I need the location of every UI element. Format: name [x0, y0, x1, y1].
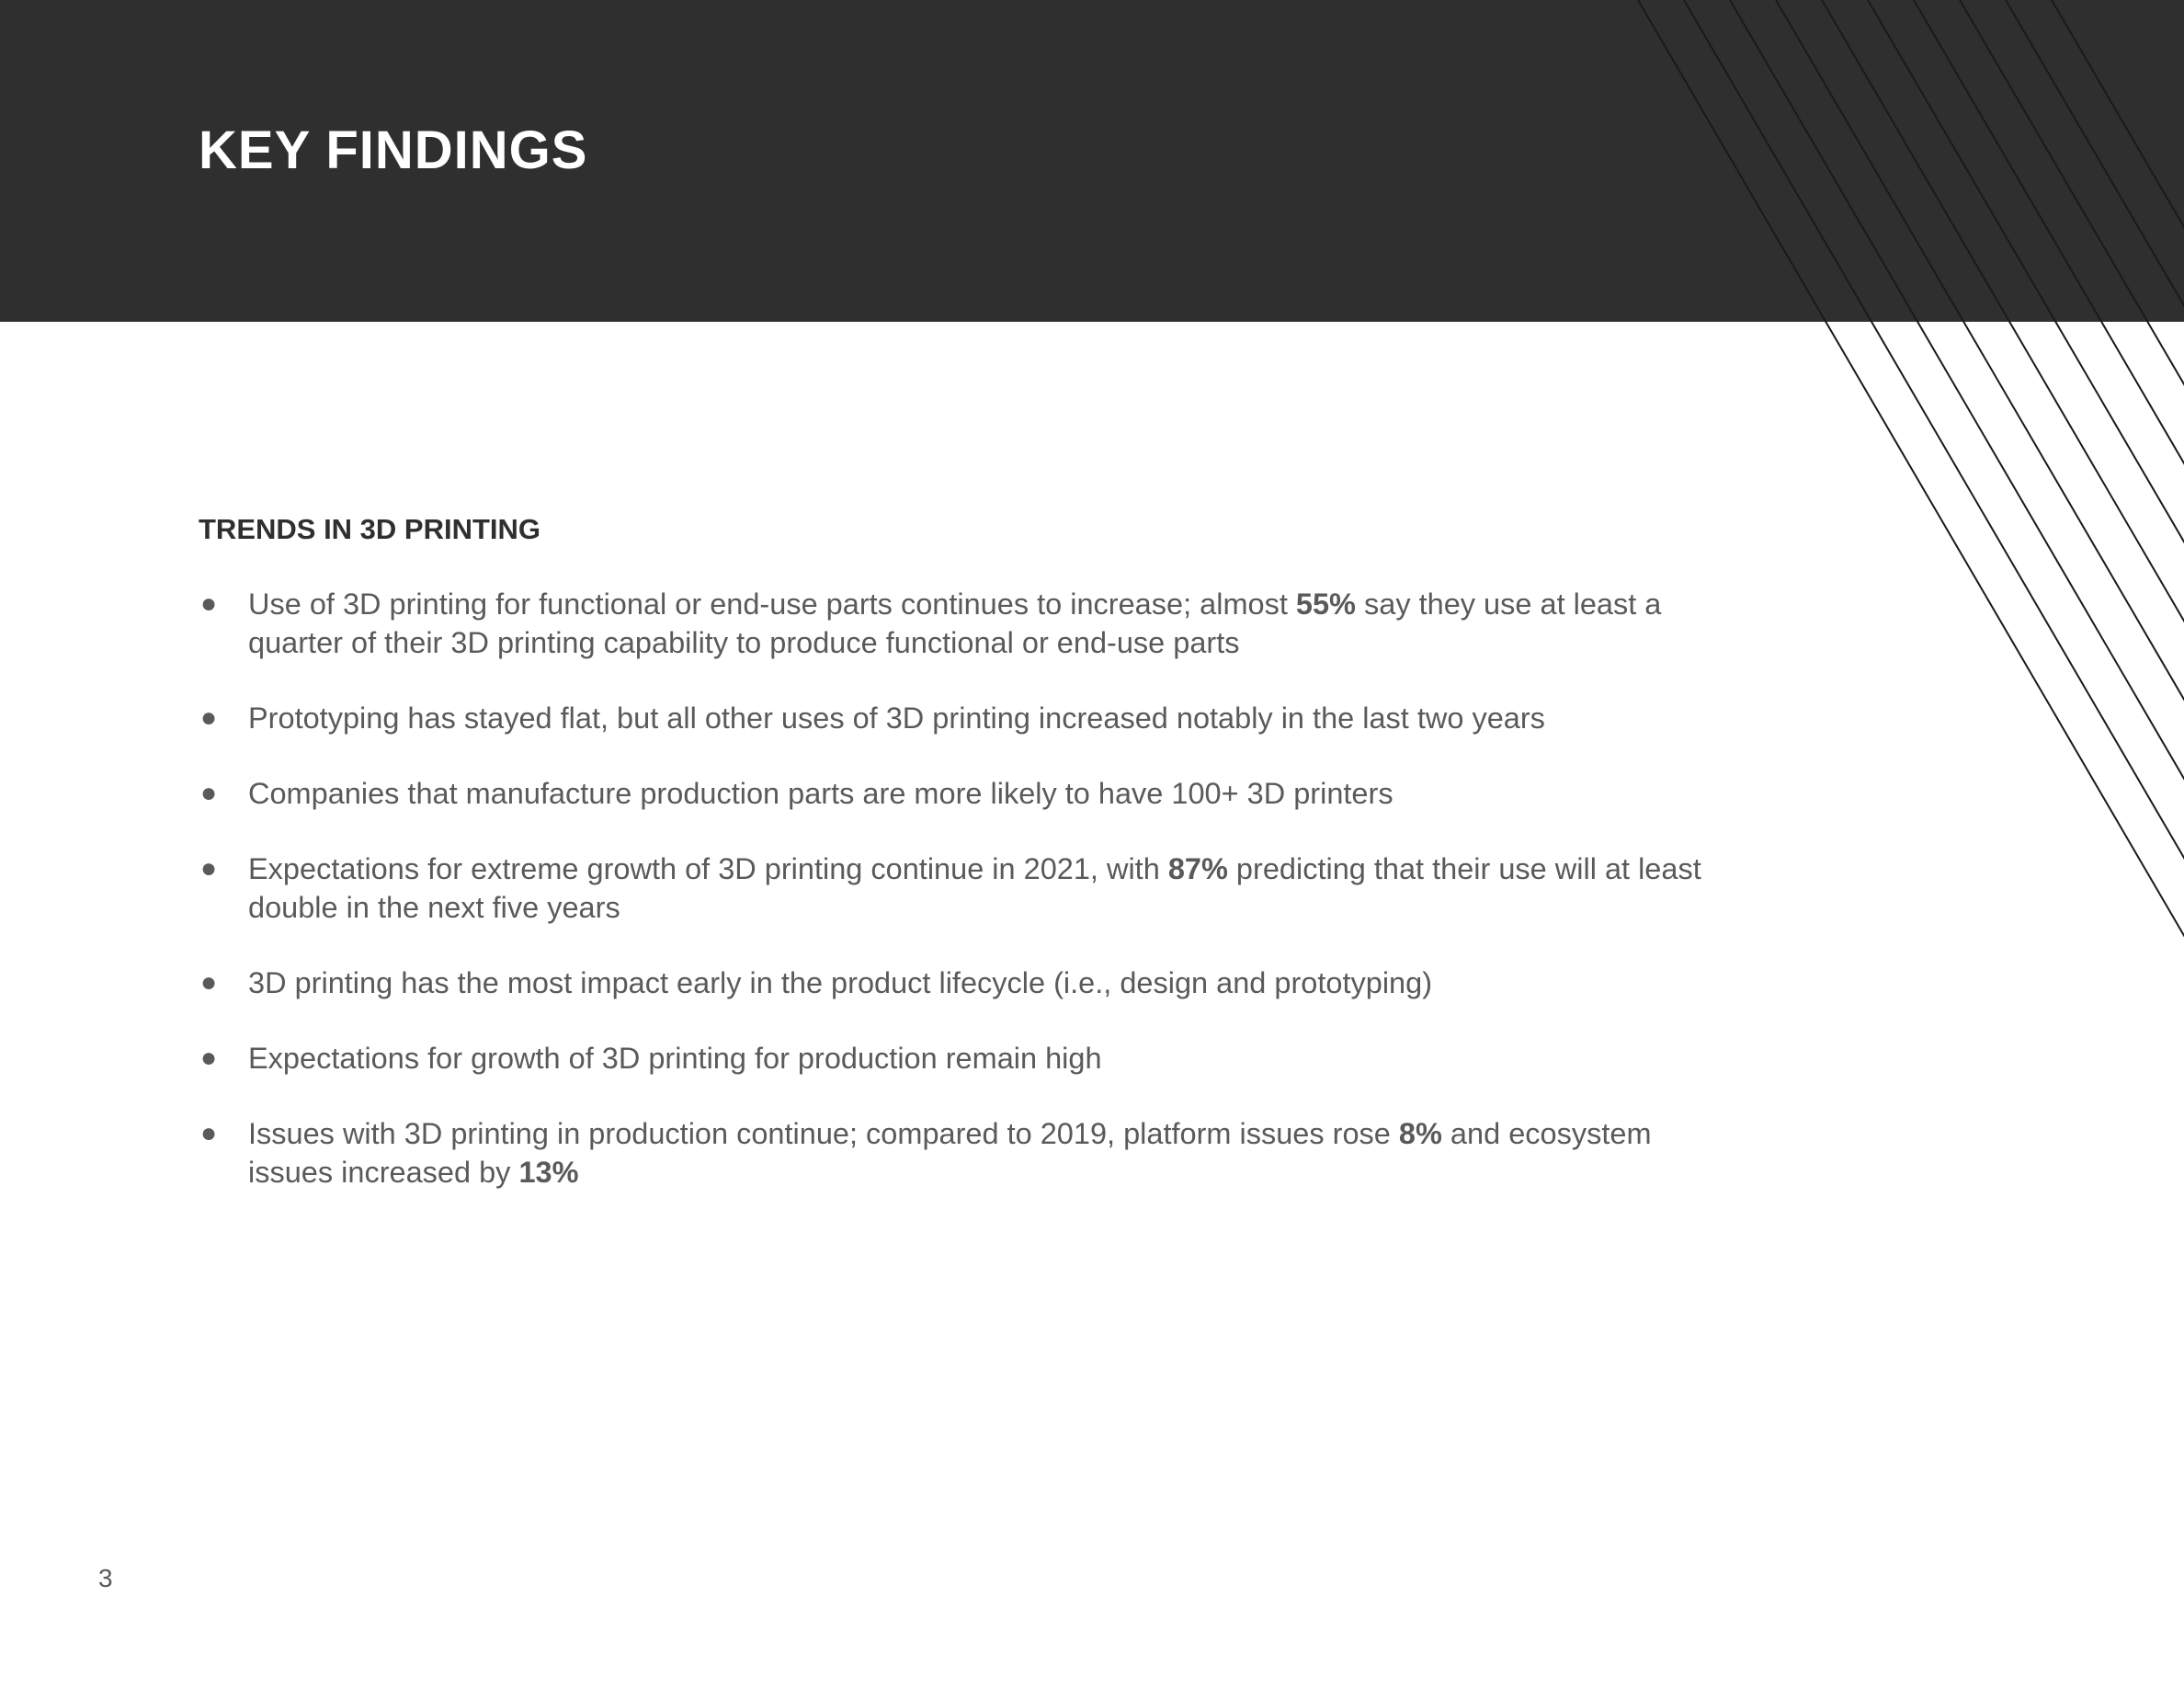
bullet-icon: ●	[200, 1043, 218, 1073]
finding-highlight: 55%	[1295, 587, 1356, 621]
finding-item	[199, 774, 1743, 813]
bullet-icon: ●	[200, 1118, 218, 1148]
bullet-icon: ●	[200, 778, 218, 808]
finding-item	[199, 850, 1743, 927]
finding-text: Companies that manufacture production parts are more likely to have 100+ 3D printers	[248, 777, 1393, 810]
finding-text: predicting that their use will at least double in the next five years	[248, 852, 1701, 924]
page-title: KEY FINDINGS	[199, 120, 588, 180]
finding-text: Issues with 3D printing in production continue; compared to 2019, platform issues rose	[248, 1117, 1399, 1150]
finding-highlight: 13%	[518, 1156, 579, 1189]
findings-list	[199, 585, 1743, 1228]
finding-item	[199, 1039, 1743, 1078]
finding-item	[199, 964, 1743, 1002]
bullet-icon: ●	[200, 702, 218, 733]
finding-text: 3D printing has the most impact early in the product lifecycle (i.e., design and prototyping)	[248, 966, 1433, 999]
finding-item	[199, 699, 1743, 737]
bullet-icon: ●	[200, 588, 218, 619]
bullet-icon: ●	[200, 967, 218, 998]
finding-text: say they use at least a quarter of their 3D printing capability to produce functional or end-use parts	[248, 587, 1662, 659]
finding-text: Expectations for growth of 3D printing for production remain high	[248, 1042, 1102, 1075]
finding-highlight: 8%	[1398, 1117, 1442, 1150]
section-heading: TRENDS IN 3D PRINTING	[199, 513, 541, 545]
finding-item	[199, 1114, 1743, 1192]
finding-text: and ecosystem issues increased by	[248, 1117, 1652, 1189]
page-number: 3	[98, 1564, 113, 1592]
finding-item	[199, 585, 1743, 662]
finding-text: Prototyping has stayed flat, but all other uses of 3D printing increased notably in the last two years	[248, 701, 1545, 735]
finding-highlight: 87%	[1167, 852, 1228, 885]
bullet-icon: ●	[200, 853, 218, 884]
finding-text: Expectations for extreme growth of 3D printing continue in 2021, with	[248, 852, 1168, 885]
finding-text: Use of 3D printing for functional or end-use parts continues to increase; almost	[248, 587, 1296, 621]
